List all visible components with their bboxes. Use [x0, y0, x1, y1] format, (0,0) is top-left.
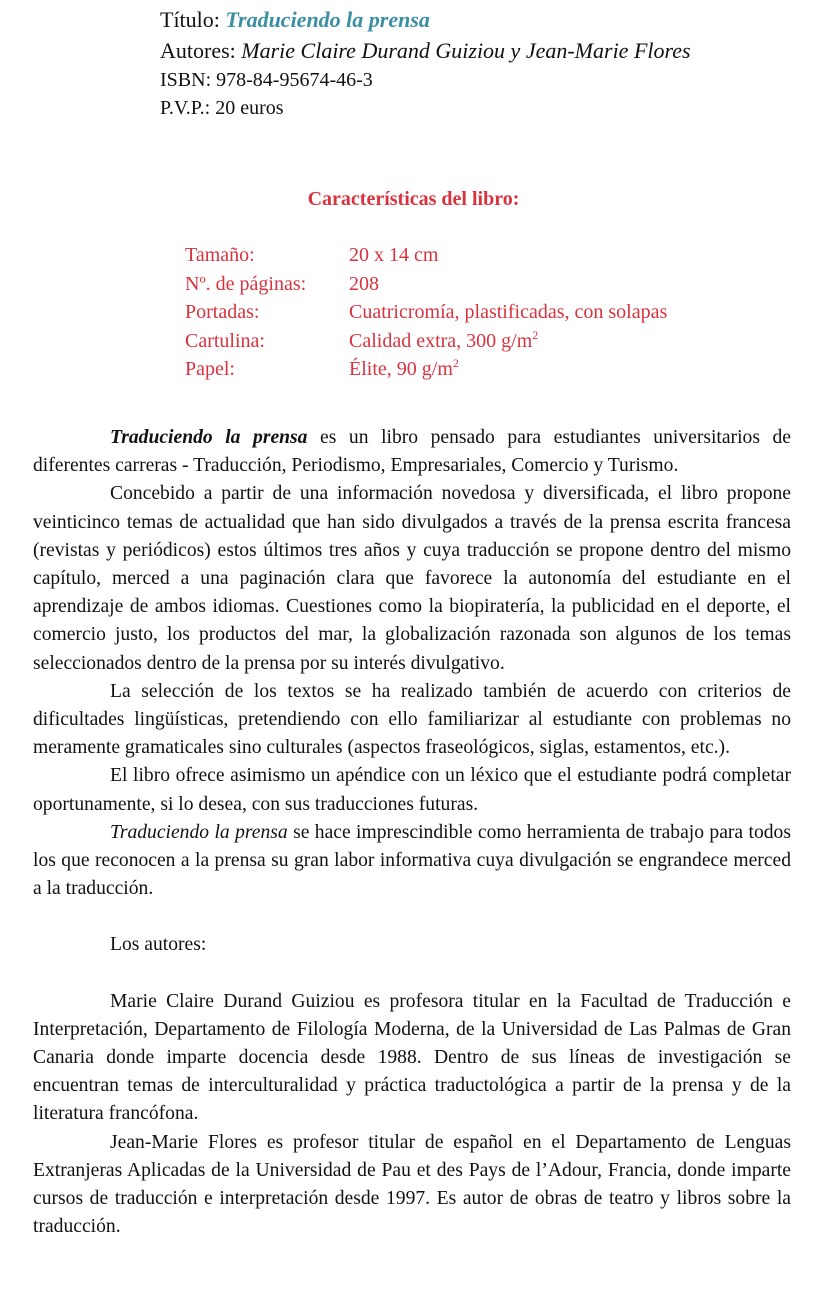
feature-label: Papel:	[185, 358, 235, 380]
author-bio-durand: Marie Claire Durand Guiziou es profesora titular en la Facultad de Traducción e Interpretación, Departamento de Filología Moderna, de la Universidad de Las Palmas de Gran Canaria donde imparte docencia desde 1988. Dentro de sus líneas de investigación se encuentran temas de interculturalidad y práctica traductológica a partir de la prensa y de la literatura francófona.	[33, 990, 791, 1125]
feature-label: Nº. de páginas:	[185, 272, 307, 295]
price-value: 20 euros	[215, 97, 284, 119]
description-paragraph-4: El libro ofrece asimismo un apéndice con un léxico que el estudiante podrá completar oportunamente, si lo desea, con sus traducciones futuras.	[33, 765, 791, 815]
book-title: Traduciendo la prensa	[225, 7, 430, 32]
title-label: Título:	[160, 7, 226, 32]
feature-value: Cuatricromía, plastificadas, con solapas	[349, 301, 668, 323]
authors-line	[160, 35, 800, 66]
feature-superscript: 2	[532, 327, 539, 342]
feature-label: Cartulina:	[185, 329, 265, 352]
feature-value: 20 x 14 cm	[349, 244, 439, 266]
description-paragraph-1	[33, 424, 791, 480]
features-heading: Características del libro:	[307, 188, 520, 210]
feature-label: Portadas:	[185, 301, 260, 323]
feature-row-size	[185, 241, 667, 270]
price-label: P.V.P.:	[160, 97, 216, 119]
isbn-value: 978-84-95674-46-3	[216, 69, 373, 91]
authors-label: Autores:	[160, 38, 242, 63]
paragraph-text: se hace imprescindible como herramienta de trabajo para todos los que reconocen a la prensa su gran labor informativa cuya divulgación se engrandece merced a la traducción.	[33, 821, 791, 900]
feature-row-pages	[185, 270, 667, 299]
isbn-line	[160, 66, 800, 94]
price-line	[160, 94, 800, 122]
description-paragraph-3: La selección de los textos se ha realizado también de acuerdo con criterios de dificultades lingüísticas, pretendiendo con ello familiarizar al estudiante con problemas no meramente gramaticales sino culturales (aspectos fraseológicos, siglas, estamentos, etc.).	[33, 680, 791, 759]
paragraph-text: es un libro pensado para estudiantes universitarios de diferentes carreras - Traducción, Periodismo, Empresariales, Comercio y Turismo.	[33, 427, 791, 477]
feature-row-cardstock	[185, 327, 667, 356]
authors-names: Marie Claire Durand Guiziou y Jean-Marie Flores	[241, 38, 691, 63]
feature-value: Calidad extra, 300 g/m	[349, 329, 533, 352]
feature-row-paper	[185, 355, 667, 384]
feature-label: Tamaño:	[185, 244, 255, 266]
description-paragraph-2: Concebido a partir de una información novedosa y diversificada, el libro propone veinticinco temas de actualidad que han sido divulgados a través de la prensa escrita francesa (revistas y periódicos) estos últimos tres años y cuya traducción se propone dentro del mismo capítulo, merced a una paginación clara que favorece la autonomía del estudiante en el aprendizaje de ambos idiomas. Cuestiones como la biopiratería, la publicidad en el deporte, el comercio justo, los productos del mar, la globalización razonada son algunos de los temas seleccionados dentro de la prensa por su interés divulgativo.	[33, 483, 791, 674]
isbn-label: ISBN:	[160, 69, 217, 91]
book-title-inline: Traduciendo la prensa	[110, 821, 288, 843]
book-title-inline: Traduciendo la prensa	[110, 427, 308, 448]
features-list	[185, 241, 667, 384]
feature-row-covers	[185, 298, 667, 327]
book-description	[33, 424, 791, 1241]
authors-heading: Los autores:	[110, 934, 207, 956]
book-header	[160, 4, 800, 122]
description-paragraph-5	[33, 819, 791, 904]
author-bio-flores: Jean-Marie Flores es profesor titular de español en el Departamento de Lenguas Extranjeras Aplicadas de la Universidad de Pau et des Pays de l’Adour, Francia, donde imparte cursos de traducción e interpretación desde 1997. Es autor de obras de teatro y libros sobre la traducción.	[33, 1131, 791, 1238]
feature-superscript: 2	[452, 356, 459, 370]
title-line	[160, 4, 800, 35]
feature-value: Élite, 90 g/m	[349, 358, 453, 380]
feature-value: 208	[349, 272, 379, 295]
